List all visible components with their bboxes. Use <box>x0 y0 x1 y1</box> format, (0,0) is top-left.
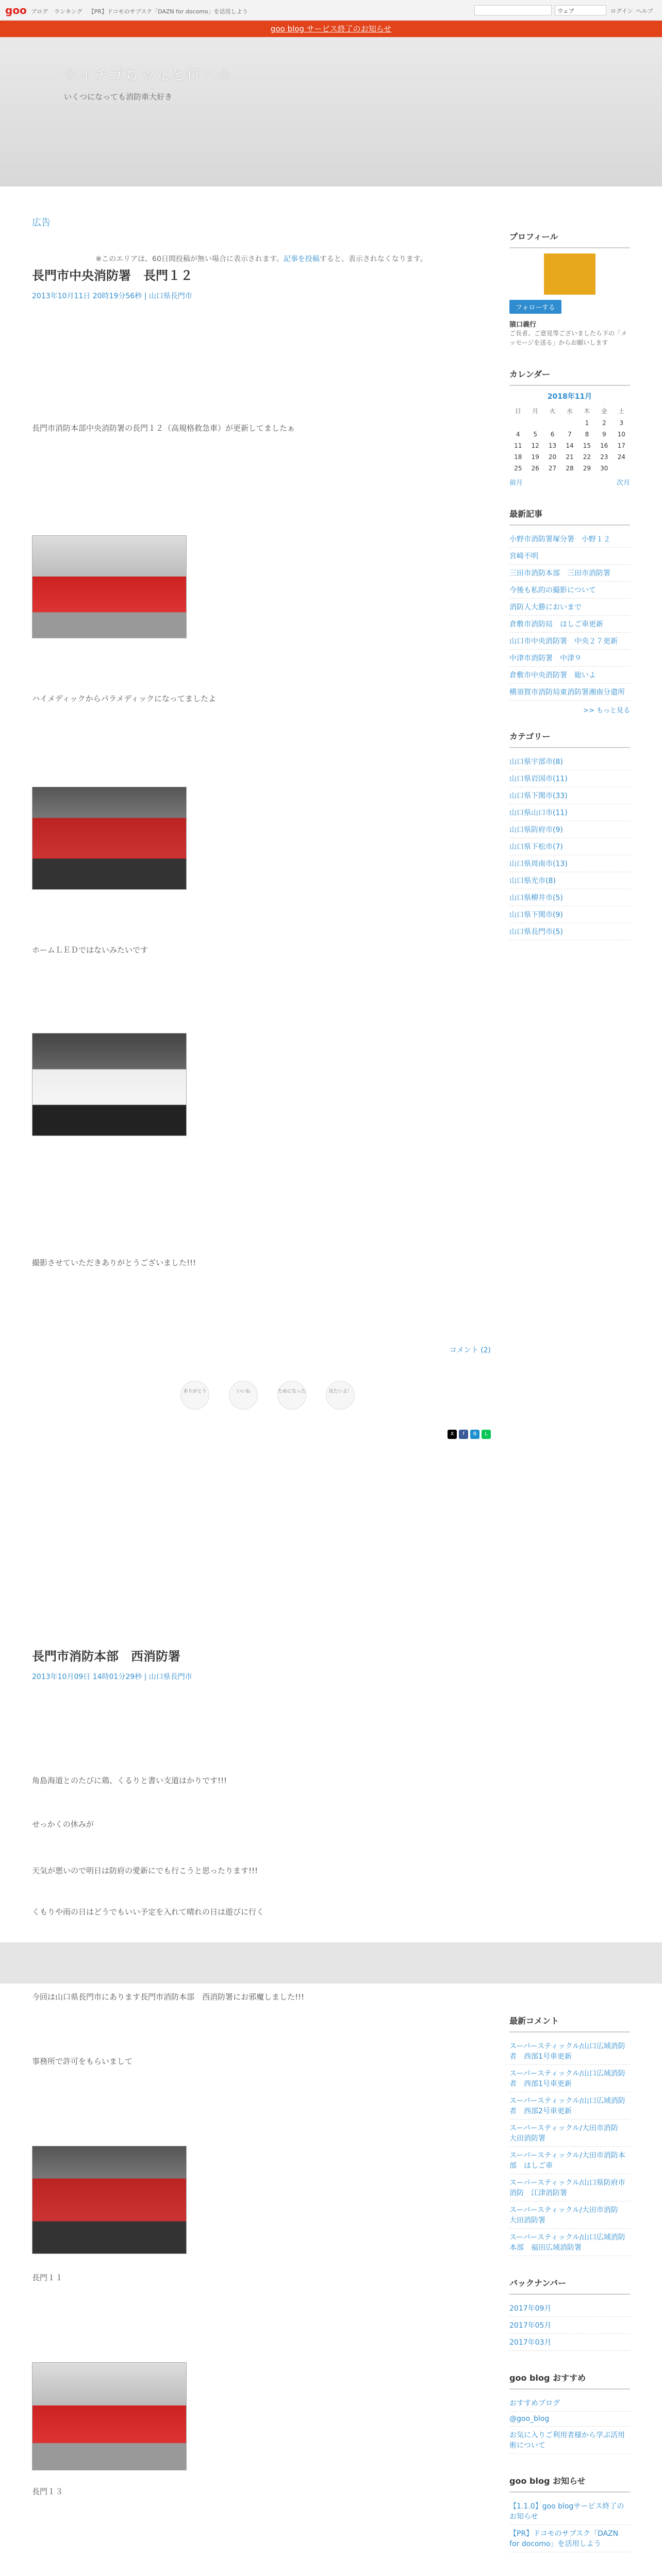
calendar-day: 26 <box>531 465 539 472</box>
facebook-share-icon[interactable]: f <box>459 1430 468 1439</box>
sidebar-lower <box>509 2014 630 2552</box>
calendar-day: 29 <box>583 465 591 472</box>
top-link-blog[interactable]: ブログ <box>31 8 48 15</box>
top-link-ranking[interactable]: ランキング <box>54 8 82 15</box>
recent-section <box>509 507 630 715</box>
category-link[interactable]: 山口県長門市(5) <box>509 923 630 940</box>
comment-link-item[interactable]: スーパースティックル/山口広域消防者 西部1号車更新 <box>509 2038 630 2065</box>
calendar-week <box>509 440 630 451</box>
comments-heading: 最新コメント <box>509 2014 630 2032</box>
inactive-notice: ※このエリアは、60日間投稿が無い場合に表示されます。記事を投稿すると、表示されなくなります。 <box>95 255 427 263</box>
recommend-link[interactable]: お気に入りご利用者様から学ぶ活用術について <box>509 2427 630 2454</box>
comment-link-item[interactable]: スーパースティックル/山口県防府市消防 江津消防署 <box>509 2174 630 2201</box>
article-photo[interactable] <box>32 2362 187 2470</box>
calendar-weekday: 日 <box>515 408 521 415</box>
recommend-heading: goo blog おすすめ <box>509 2371 630 2389</box>
photo-caption: 長門１１ <box>32 2273 63 2282</box>
category-link[interactable]: 山口県光市(8) <box>509 872 630 889</box>
article-text: せっかくの休みが <box>32 1820 94 1829</box>
backnumber-link[interactable]: 2017年03月 <box>509 2334 630 2351</box>
comment-link-item[interactable]: スーパースティックル/大田市消防本部 はしご車 <box>509 2147 630 2174</box>
calendar-day <box>544 417 561 429</box>
recent-article-link[interactable]: 消防人大勝においまで <box>509 599 630 616</box>
news-section <box>509 2475 630 2552</box>
service-end-notice[interactable]: goo blog サービス終了のお知らせ <box>0 21 662 37</box>
blog-title[interactable]: ☆イチゴちゃんと行く☆ <box>63 66 233 83</box>
x-share-icon[interactable]: X <box>448 1430 457 1439</box>
backnumber-link[interactable]: 2017年09月 <box>509 2300 630 2317</box>
calendar-day: 14 <box>566 442 574 449</box>
category-link[interactable]: 山口県下関市(33) <box>509 787 630 804</box>
calendar-day: 24 <box>617 453 625 461</box>
category-section <box>509 730 630 940</box>
photo-caption: 長門１３ <box>32 2487 63 2496</box>
calendar-day: 18 <box>514 453 522 461</box>
category-link[interactable]: 山口県岩国市(11) <box>509 770 630 787</box>
calendar-day: 1 <box>585 419 589 427</box>
calendar-day: 2 <box>602 419 606 427</box>
calendar-day: 12 <box>531 442 539 449</box>
article-text: 長門市消防本部中央消防署の長門１２（高規格救急車）が更新してましたぁ <box>32 423 295 433</box>
article-text: 角島海道とのたびに鶏、くるりと書い支道はかりです!!! <box>32 1776 227 1785</box>
reaction-thanks-button[interactable]: ありがとう <box>180 1381 209 1410</box>
calendar-day: 4 <box>516 431 520 438</box>
profile-bio: ご長者、ご意見等ございましたら下の「メッセージを送る」からお願いします <box>509 330 627 346</box>
blog-description: いくつになっても消防車大好き <box>64 92 173 101</box>
search-input[interactable] <box>474 5 552 15</box>
article-photo[interactable] <box>32 787 187 890</box>
calendar-day: 6 <box>550 431 555 438</box>
category-link[interactable]: 山口県柳井市(5) <box>509 889 630 906</box>
post-article-link[interactable]: 記事を投稿 <box>283 255 320 263</box>
calendar-day: 5 <box>533 431 537 438</box>
category-link[interactable]: 山口県宇部市(8) <box>509 753 630 770</box>
calendar-week <box>509 463 630 474</box>
recent-article-link[interactable]: 倉敷市中央消防署 総いよ <box>509 667 630 684</box>
calendar-day: 3 <box>619 419 624 427</box>
calendar-day: 27 <box>548 465 557 472</box>
calendar-day: 10 <box>617 431 625 438</box>
category-link[interactable]: 山口県下松市(7) <box>509 838 630 855</box>
comments-section <box>509 2014 630 2256</box>
calendar-day: 9 <box>602 431 606 438</box>
calendar-weekdays <box>509 404 630 417</box>
recommend-link[interactable]: おすすめブログ <box>509 2395 630 2412</box>
category-link[interactable]: 山口県下関市(9) <box>509 906 630 923</box>
calendar-nav <box>509 477 630 487</box>
article-title[interactable]: 長門市消防本部 西消防署 <box>32 1649 180 1664</box>
news-link[interactable]: 【1.1.0】goo blogサービス終了のお知らせ <box>509 2498 630 2525</box>
calendar-week <box>509 429 630 440</box>
recent-article-link[interactable]: 倉敷市消防局 はしご車更新 <box>509 616 630 633</box>
article-text: ホームＬＥＤではないみたいです <box>32 945 148 955</box>
calendar-weekday: 火 <box>549 408 556 415</box>
article-text: 今回は山口県長門市にあります長門市消防本部 西消防署にお邪魔しました!!! <box>32 1992 305 2002</box>
calendar-day: 28 <box>566 465 574 472</box>
reaction-want-button[interactable]: 見たいよ！ <box>326 1381 355 1410</box>
calendar-day <box>526 417 543 429</box>
calendar-weekday: 水 <box>566 408 573 415</box>
article-1 <box>32 265 491 1437</box>
calendar-day <box>613 463 630 474</box>
article-text: 事務所で許可をもらいまして <box>32 2057 133 2066</box>
category-link[interactable]: 山口県山口市(11) <box>509 804 630 821</box>
calendar-heading: カレンダー <box>509 368 630 386</box>
calendar-day: 17 <box>617 442 625 449</box>
news-list <box>509 2498 630 2552</box>
calendar-weekday: 月 <box>532 408 539 415</box>
top-bar <box>0 0 662 21</box>
share-buttons <box>448 1430 491 1439</box>
comment-link-item[interactable]: スーパースティックル/山口広域消防者 西部1号車更新 <box>509 2065 630 2092</box>
calendar-section <box>509 368 630 487</box>
recommend-link[interactable]: @goo_blog <box>509 2412 630 2427</box>
article-text: ハイメディックからパラメディックになってましたよ <box>32 694 217 703</box>
calendar-next-link[interactable]: 次月 <box>616 479 630 487</box>
calendar-day: 22 <box>583 453 591 461</box>
calendar-table <box>509 404 630 474</box>
recent-article-link[interactable]: 三田市消防本部 三田市消防署 <box>509 565 630 582</box>
recent-heading: 最新記事 <box>509 507 630 526</box>
profile-heading: プロフィール <box>509 230 630 248</box>
calendar-day: 8 <box>585 431 589 438</box>
login-link[interactable]: ログイン <box>610 8 633 14</box>
recent-article-link[interactable]: 山口市中央消防署 中央２７更新 <box>509 633 630 650</box>
blog-header <box>0 37 662 187</box>
recommend-section <box>509 2371 630 2454</box>
calendar-day: 20 <box>548 453 557 461</box>
comment-list <box>509 2038 630 2256</box>
calendar-day: 15 <box>583 442 591 449</box>
top-util <box>610 7 653 15</box>
sidebar <box>509 230 630 940</box>
top-links <box>31 7 248 15</box>
top-link-pr[interactable]: 【PR】ドコモのサブスク「DAZN for docomo」を活用しよう <box>88 8 248 15</box>
category-list <box>509 753 630 940</box>
calendar-prev-link[interactable]: 前月 <box>509 479 523 487</box>
comment-link-item[interactable]: スーパースティックル/山口広域消防者 西部2号車更新 <box>509 2092 630 2120</box>
calendar-weekday: 土 <box>618 408 625 415</box>
backnumber-link[interactable]: 2017年05月 <box>509 2317 630 2334</box>
hatena-share-icon[interactable]: B <box>470 1430 479 1439</box>
profile-section <box>509 230 630 347</box>
news-link[interactable]: 【PR】ドコモのサブスク「DAZN for docomo」を活用しよう <box>509 2525 630 2552</box>
article-text: 天気が悪いので明日は防府の愛新にでも行こうと思ったります!!! <box>32 1866 258 1875</box>
follow-button[interactable]: フォローする <box>509 300 561 314</box>
article-meta[interactable]: 2013年10月09日 14時01分29秒 | 山口県長門市 <box>32 1673 192 1681</box>
calendar-day: 21 <box>566 453 574 461</box>
recent-article-link[interactable]: 宮崎不明 <box>509 548 630 565</box>
reaction-buttons <box>180 1381 355 1410</box>
calendar-day: 23 <box>600 453 608 461</box>
comment-link-item[interactable]: スーパースティックル/大田市消防 大田消防署 <box>509 2201 630 2229</box>
article-meta[interactable]: 2013年10月11日 20時19分56秒 | 山口県長門市 <box>32 292 192 300</box>
calendar-day: 25 <box>514 465 522 472</box>
category-link[interactable]: 山口県周南市(13) <box>509 855 630 872</box>
avatar[interactable] <box>544 253 595 295</box>
article-photo[interactable] <box>32 1033 187 1136</box>
search-scope-select[interactable]: ウェブ <box>555 5 606 15</box>
calendar-day: 16 <box>600 442 608 449</box>
recent-article-link[interactable]: 小野市消防署塚分署 小野１２ <box>509 531 630 548</box>
news-heading: goo blog お知らせ <box>509 2475 630 2493</box>
goo-logo[interactable]: goo <box>5 4 27 16</box>
calendar-day: 11 <box>514 442 522 449</box>
calendar-day <box>509 417 526 429</box>
calendar-week <box>509 417 630 429</box>
recent-article-link[interactable]: 今後も私的の撮影について <box>509 582 630 599</box>
recommend-list <box>509 2395 630 2454</box>
article-title[interactable]: 長門市中央消防署 長門１２ <box>32 268 193 283</box>
calendar-day <box>561 417 578 429</box>
calendar-day: 30 <box>600 465 608 472</box>
backnumber-heading: バックナンバー <box>509 2277 630 2295</box>
calendar-weekday: 木 <box>584 408 590 415</box>
article-photo[interactable] <box>32 535 187 638</box>
article-photo[interactable] <box>32 2146 187 2254</box>
backnumber-section <box>509 2277 630 2351</box>
article-2 <box>32 1646 491 1917</box>
profile-name[interactable]: 猿口義行 <box>509 321 537 329</box>
calendar-day: 13 <box>548 442 557 449</box>
help-link[interactable]: ヘルプ <box>636 8 653 14</box>
ad-label[interactable]: 広告 <box>32 217 51 228</box>
reaction-useful-button[interactable]: ためになった <box>277 1381 306 1410</box>
article-text: くもりや雨の日はどうでもいい予定を入れて晴れの日は遊びに行く <box>32 1907 264 1917</box>
comment-link[interactable]: コメント (2) <box>449 1346 491 1354</box>
recent-article-link[interactable]: 横須賀市消防局東消防署湘南分遣所 <box>509 684 630 701</box>
main-column <box>32 206 491 264</box>
comment-link-item[interactable]: スーパースティックル/大田市消防 大田消防署 <box>509 2120 630 2147</box>
page-divider <box>0 1942 662 1984</box>
calendar-day: 7 <box>568 431 572 438</box>
calendar-month: 2018年11月 <box>547 393 592 401</box>
recent-more-link[interactable]: >> もっと見る <box>583 707 630 715</box>
reaction-like-button[interactable]: いいね <box>229 1381 258 1410</box>
line-share-icon[interactable]: L <box>482 1430 491 1439</box>
category-link[interactable]: 山口県防府市(9) <box>509 821 630 838</box>
calendar-week <box>509 451 630 463</box>
article-text: 撮影させていただきありがとうございました!!! <box>32 1258 196 1267</box>
category-heading: カテゴリー <box>509 730 630 748</box>
comment-link-item[interactable]: スーパースティックル/山口広域消防本部 福田広域消防署 <box>509 2229 630 2256</box>
calendar-day: 19 <box>531 453 539 461</box>
backnumber-list <box>509 2300 630 2351</box>
recent-list <box>509 531 630 701</box>
calendar-weekday: 金 <box>601 408 607 415</box>
recent-article-link[interactable]: 中津市消防署 中津９ <box>509 650 630 667</box>
